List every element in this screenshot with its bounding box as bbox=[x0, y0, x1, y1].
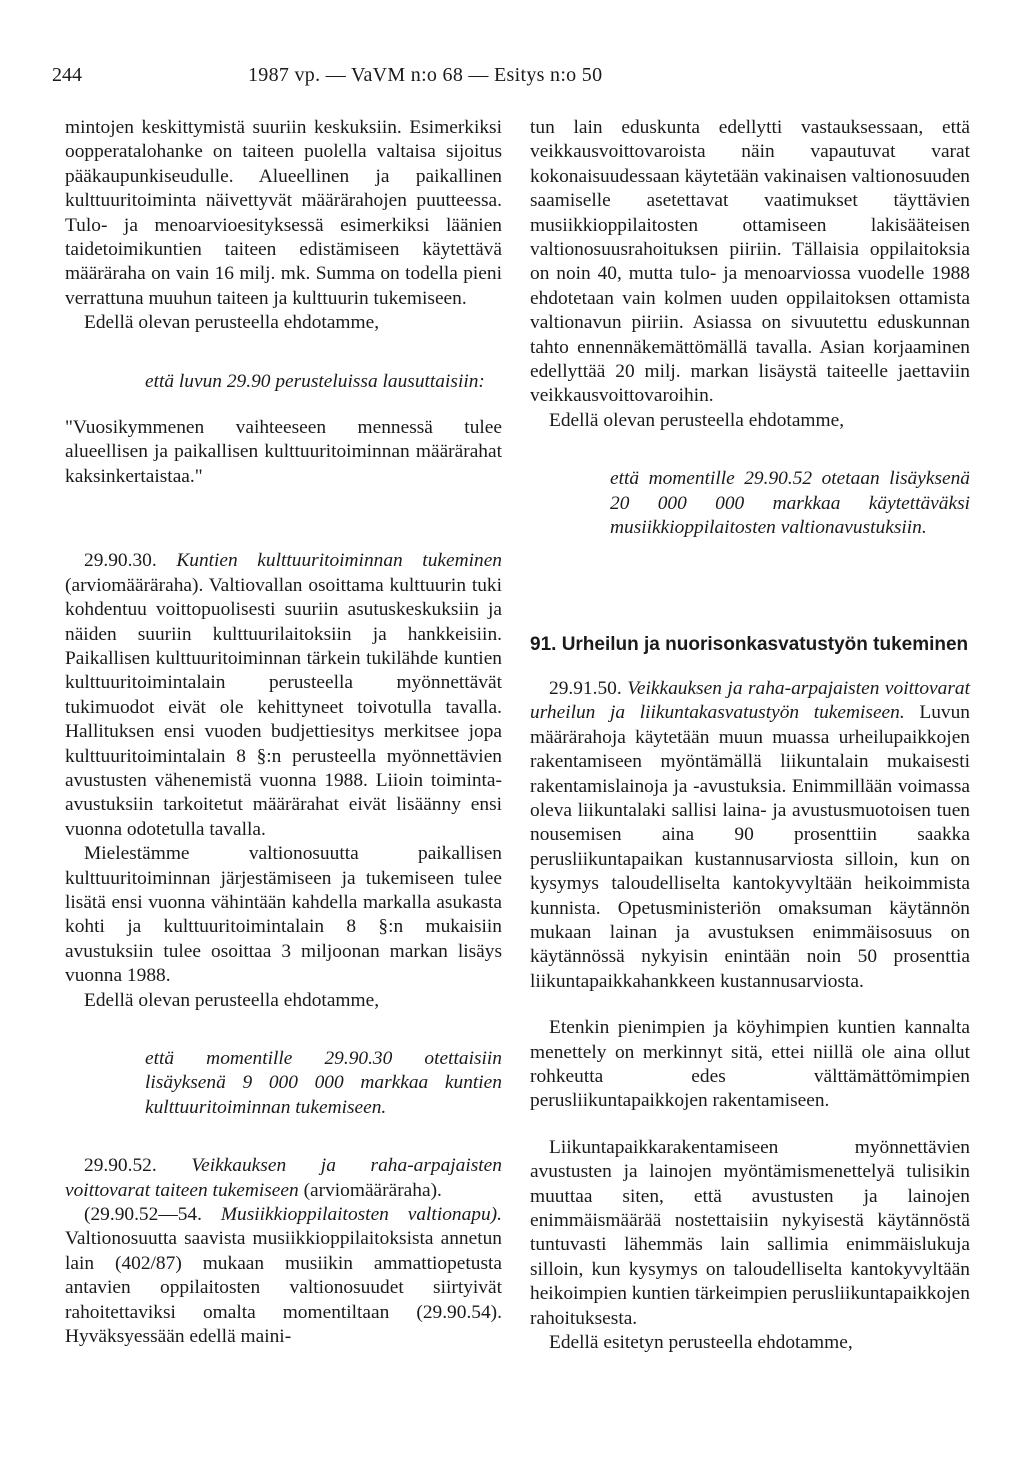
budget-item-paragraph bbox=[530, 677, 970, 994]
proposal-statement: että momentille 29.90.52 otetaan lisäyksenä 20 000 000 markkaa käytettäväksi musiikkioppilaitosten valtionavustuksiin. bbox=[610, 468, 970, 539]
item-number: 29.91.50. bbox=[549, 677, 622, 699]
page-number: 244 bbox=[52, 64, 82, 86]
budget-item-paragraph bbox=[65, 1154, 502, 1203]
right-column bbox=[530, 116, 970, 1355]
item-text: (arviomääräraha). Valtiovallan osoittama kulttuurin tuki kohdentuu voittopuolisesti suuriin asutuskeskuksiin ja näiden suuriin kulttuurilaitoksiin ja hankkeisiin. Paikallisen kulttuuritoiminnan tärkein tukilähde kuntien kulttuuritoimintalain perusteella myönnettävät tukimuodot eivät ole kehittyneet toivotulla tavalla. Hallituksen ensi vuoden budjettiesitys merkitsee jopa kulttuuritoimintalain 8 §:n perusteella myönnettävien avustusten vähenemistä vuonna 1988. Liioin toiminta-avustuksiin tarkoitetut määrärahat eivät lisäänny ensi vuonna odotetulla tavalla. bbox=[65, 574, 502, 840]
item-number: (29.90.52—54. bbox=[84, 1204, 202, 1226]
proposal-intro: Edellä olevan perusteella ehdotamme, bbox=[84, 989, 380, 1011]
item-title: Veikkauksen ja raha-arpajaisten voittovarat taiteen tukemiseen bbox=[65, 1155, 502, 1201]
quoted-statement: "Vuosikymmenen vaihteeseen mennessä tulee alueellisen ja paikallisen kulttuuritoiminnan määrärahat kaksinkertaistaa." bbox=[65, 417, 502, 487]
left-column bbox=[65, 116, 502, 1349]
item-title: Kuntien kulttuuritoiminnan tukeminen bbox=[176, 550, 502, 572]
budget-item-paragraph bbox=[65, 549, 502, 842]
proposal-intro: Edellä esitetyn perusteella ehdotamme, bbox=[549, 1332, 853, 1354]
item-number: 29.90.30. bbox=[84, 550, 157, 572]
proposal-intro: Edellä olevan perusteella ehdotamme, bbox=[549, 409, 845, 431]
item-title: Veikkauksen ja raha-arpajaisten voittovarat urheilun ja liikuntakasvatustyön tukemiseen. bbox=[530, 677, 970, 724]
paragraph: tun lain eduskunta edellytti vastauksessaan, että veikkausvoittovaroista näin vapautuvat varat kokonaisuudessaan käytetään vakinaisen valtionosuuden saamiselle asetettavat vaatimukset täyttävien musiikkioppilaitosten ottamiseen lakisääteisen valtionosuusrahoituksen piiriin. Tällaisia oppilaitoksia on noin 40, mutta tulo- ja menoarviossa vuodelle 1988 ehdotetaan vain kolmen uuden oppilaitoksen ottamista valtionavun piiriin. Asiassa on sivuutettu eduskunnan tahto ennennäkemättömällä tavalla. Asian korjaaminen edellyttää 20 milj. markan lisäystä taiteelle jaettaviin veikkausvoittovaroihin. bbox=[530, 117, 970, 407]
item-text: Luvun määrärahoja käytetään muun muassa urheilupaikkojen rakentamiseen myöntämällä liikuntalain mukaisesti rakentamislainoja ja -avustuksia. Enimmillään voimassa oleva liikuntalaki sallisi laina- ja avustusmuotoisen tuen nousemisen aina 90 prosenttiin saakka perusliikuntapaikan kustannusarviosta silloin, kun on kysymys taloudelliselta kantokyvyltään heikoimmista kunnista. Opetusministeriön omaksuman käytännön mukaan lainan ja avustuksen enimmäisosuus on käytännössä nykyisin enintään noin 50 prosenttia liikuntapaikkahankkeen kustannusarviosta. bbox=[530, 702, 970, 992]
paragraph: Liikuntapaikkarakentamiseen myönnettävien avustusten ja lainojen myöntämismenettelyä tulisikin muuttaa siten, että avustusten ja lainojen enimmäismäärää nostettaisiin nykyisestä käytännöstä tuntuvasti lähemmäs lain sallimia enimmäislukuja silloin, kun kysymys on taloudelliselta kantokyvyltään heikoimpien kuntien tärkeimpien perusliikuntapaikkojen rahoituksesta. bbox=[530, 1136, 970, 1329]
running-head: 1987 vp. — VaVM n:o 68 — Esitys n:o 50 bbox=[248, 64, 603, 86]
item-text: Valtionosuutta saavista musiikkioppilaitoksista annetun lain (402/87) mukaan musiikin ammattiopetusta antavien oppilaitosten valtionosuudet siirtyivät rahoitettaviksi omalta momentiltaan (29.90.54). Hyväksyessään edellä maini- bbox=[65, 1228, 502, 1348]
budget-item-paragraph bbox=[65, 1203, 502, 1349]
page-header bbox=[52, 64, 972, 94]
item-number: 29.90.52. bbox=[84, 1155, 157, 1177]
proposal-statement: että momentille 29.90.30 otettaisiin lisäyksenä 9 000 000 markkaa kuntien kulttuuritoiminnan tukemiseen. bbox=[145, 1048, 502, 1118]
paragraph: mintojen keskittymistä suuriin keskuksiin. Esimerkiksi oopperatalohanke on taiteen puolella valtaisa sijoitus pääkaupunkiseudulle. Alueellinen ja paikallinen kulttuuritoiminta näivettyvät määrärahojen puutteessa. Tulo- ja menoarvioesityksessä esimerkiksi läänien taidetoimikuntien taiteen edistämiseen käytettävä määräraha on vain 16 milj. mk. Summa on todella pieni verrattuna muuhun taiteen ja kulttuurin tukemiseen. bbox=[65, 117, 502, 309]
proposal-intro: Edellä olevan perusteella ehdotamme, bbox=[84, 312, 380, 334]
item-title: Musiikkioppilaitosten valtionapu). bbox=[220, 1204, 502, 1226]
proposal-statement: että luvun 29.90 perusteluissa lausuttaisiin: bbox=[145, 370, 485, 392]
item-text: (arviomääräraha). bbox=[303, 1179, 442, 1201]
paragraph: Etenkin pienimpien ja köyhimpien kuntien kannalta menettely on merkinnyt sitä, ettei niillä ole aina ollut rohkeutta edes välttämättömimpien perusliikuntapaikkojen rakentamiseen. bbox=[530, 1017, 970, 1112]
paragraph: Mielestämme valtionosuutta paikallisen kulttuuritoiminnan järjestämiseen ja tukemiseen tulee lisätä ensi vuonna vähintään kahdella markalla asukasta kohti ja kulttuuritoimintalain 8 §:n mukaisiin avustuksiin tulee osoittaa 3 miljoonan markan lisäys vuonna 1988. bbox=[65, 843, 502, 987]
section-heading: 91. Urheilun ja nuorisonkasvatustyön tukeminen bbox=[530, 633, 969, 655]
